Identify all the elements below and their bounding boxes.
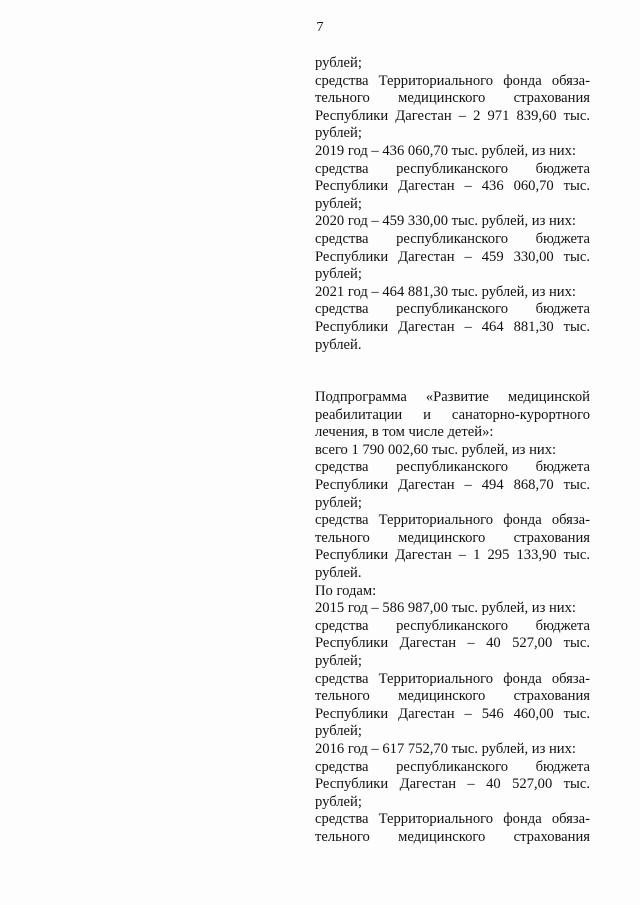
text-line: рублей; (315, 195, 362, 212)
text-line: средства Территориального фонда обяза- (315, 670, 590, 687)
text-line: средства Территориального фонда обяза- (315, 512, 590, 529)
text-line: 2016 год – 617 752,70 тыс. рублей, из них: (315, 740, 576, 757)
text-line: средства Территориального фонда обяза- (315, 72, 590, 89)
text-line: рублей; (315, 55, 362, 71)
text-line: По годам: (315, 582, 377, 599)
text-line: 2020 год – 459 330,00 тыс. рублей, из них: (315, 213, 576, 230)
text-line: лечения, в том числе детей»: (315, 424, 494, 441)
text-line: 2019 год – 436 060,70 тыс. рублей, из них: (315, 142, 576, 159)
subprogram-rehabilitation-block (315, 389, 590, 846)
text-line: Подпрограмма «Развитие медицинской (315, 389, 590, 406)
text-line: Республики Дагестан – 1 295 133,90 тыс. (315, 547, 590, 564)
text-line: рублей. (315, 565, 362, 582)
funding-block-previous (315, 55, 590, 354)
text-line: Республики Дагестан – 464 881,30 тыс. (315, 318, 590, 335)
text-line: 2015 год – 586 987,00 тыс. рублей, из них: (315, 600, 576, 617)
text-line: Республики Дагестан – 436 060,70 тыс. (315, 178, 590, 195)
text-line: средства республиканского бюджета (315, 160, 590, 177)
text-line: средства республиканского бюджета (315, 459, 590, 476)
text-line: Республики Дагестан – 40 527,00 тыс. (315, 635, 590, 652)
text-line: Республики Дагестан – 459 330,00 тыс. (315, 248, 590, 265)
text-line: всего 1 790 002,60 тыс. рублей, из них: (315, 441, 557, 458)
text-line: тельного медицинского страхования (315, 688, 590, 705)
text-line: тельного медицинского страхования (315, 529, 590, 546)
text-line: рублей; (315, 723, 362, 740)
text-line: рублей; (315, 266, 362, 283)
text-line: Республики Дагестан – 546 460,00 тыс. (315, 705, 590, 722)
text-line: Республики Дагестан – 2 971 839,60 тыс. (315, 107, 590, 124)
text-line: тельного медицинского страхования (315, 828, 590, 845)
text-line: средства республиканского бюджета (315, 617, 590, 634)
text-line: средства республиканского бюджета (315, 230, 590, 247)
text-line: Республики Дагестан – 40 527,00 тыс. (315, 776, 590, 793)
text-line: рублей; (315, 653, 362, 669)
text-line: средства республиканского бюджета (315, 301, 590, 318)
text-line: тельного медицинского страхования (315, 90, 590, 107)
page-content (315, 55, 590, 847)
text-line: реабилитации и санаторно-курортного (315, 406, 590, 423)
text-line: 2021 год – 464 881,30 тыс. рублей, из них: (315, 283, 576, 300)
paragraph-gap (315, 354, 590, 389)
text-line: средства республиканского бюджета (315, 758, 590, 775)
page-number: 7 (316, 20, 324, 35)
text-line: рублей; (315, 793, 362, 810)
text-line: рублей; (315, 494, 362, 511)
text-line: рублей; (315, 125, 362, 142)
text-line: рублей. (315, 336, 362, 353)
text-line: средства Территориального фонда обяза- (315, 811, 590, 828)
text-line: Республики Дагестан – 494 868,70 тыс. (315, 477, 590, 494)
